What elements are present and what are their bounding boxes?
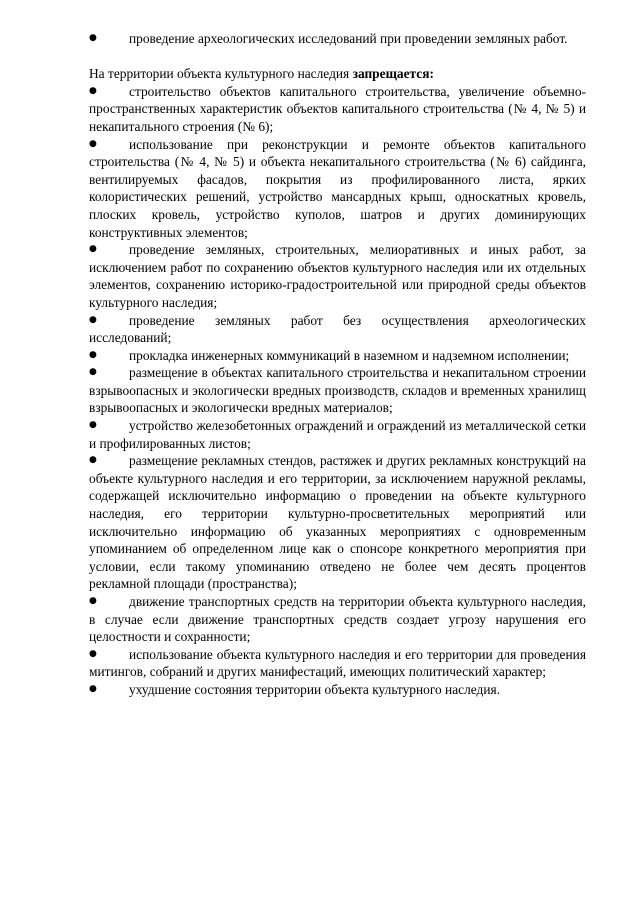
list-item [89, 364, 586, 417]
list-item-text: строительство объектов капитального строительства, увеличение объемно-пространственных характеристик объектов капитального строительства (№ 4, № 5) и некапитального строения (№ 6); [89, 83, 586, 134]
intro-bold: запрещается: [352, 66, 434, 82]
list-item [89, 646, 586, 681]
list-item [89, 241, 586, 311]
bullet-icon: ● [89, 596, 97, 606]
intro-paragraph [89, 65, 586, 83]
list-item-text: прокладка инженерных коммуникаций в наземном и надземном исполнении; [129, 347, 570, 363]
list-item-text: проведение археологических исследований при проведении земляных работ. [129, 31, 568, 46]
list-item [89, 452, 586, 593]
list-item [89, 593, 586, 646]
bullet-icon: ● [89, 455, 97, 466]
list-item [89, 312, 586, 347]
list-item-text: размещение в объектах капитального строительства и некапитальном строении взрывоопасных и экологически вредных производств, складов и временных хранилищ взрывоопасных и экологически вредных материалов; [89, 365, 586, 416]
list-item [89, 417, 586, 452]
list-item [89, 136, 586, 242]
list-item-text: ухудшение состояния территории объекта культурного наследия. [129, 681, 501, 697]
bullet-icon: ● [89, 33, 97, 43]
bullet-icon: ● [89, 683, 97, 694]
list-item-text: проведение земляных работ без осуществления археологических исследований; [89, 312, 586, 346]
list-item-text: устройство железобетонных ограждений и ограждений из металлической сетки и профилированных листов; [89, 418, 586, 451]
list-item [89, 83, 586, 136]
list-item-text: использование объекта культурного наследия и его территории для проведения митингов, собраний и других манифестаций, имеющих политический характер; [89, 646, 586, 680]
bullet-icon: ● [89, 420, 97, 431]
bullet-icon: ● [89, 244, 97, 255]
list-item-text: размещение рекламных стендов, растяжек и других рекламных конструкций на объекте культурного наследия и его территории, за исключением наружной рекламы, содержащей исключительно информацию о проведении на объекте культурного наследия, его территории культурно-просветительных мероприятий или исключительно информацию об указанных мероприятиях с одновременным упоминанием об определенном лице как о спонсоре конкретного мероприятия при условии, если такому упоминанию отведено не более чем десять процентов рекламной площади (пространства); [89, 453, 586, 592]
list-item [89, 681, 586, 699]
intro-text: На территории объекта культурного наследия [89, 66, 353, 82]
bullet-icon: ● [89, 314, 97, 325]
bullet-icon: ● [89, 138, 97, 149]
list-item-top [89, 30, 586, 48]
bullet-icon: ● [89, 367, 97, 378]
list-item [89, 347, 586, 365]
list-item-text: проведение земляных, строительных, мелиоративных и иных работ, за исключением работ по сохранению объектов культурного наследия или их отдельных элементов, сохранению историко-градостроительной или природной среды объектов культурного наследия; [89, 242, 586, 310]
list-item-text: использование при реконструкции и ремонте объектов капитального строительства (№ 4, № 5) и объекта некапитального строительства (№ 6) сайдинга, вентилируемых фасадов, покрытия из профилированного листа, ярких колористических решений, устройство мансардных крыш, односкатных кровель, плоских кровель, устройство куполов, шатров и других доминирующих конструктивных элементов; [89, 136, 586, 240]
list-item-text: движение транспортных средств на территории объекта культурного наследия, в случае если движение транспортных средств создает угрозу нарушения его целостности и сохранности; [89, 594, 586, 645]
prohibited-list [89, 83, 586, 699]
bullet-icon: ● [89, 349, 97, 360]
document-page [89, 30, 586, 699]
bullet-icon: ● [89, 85, 97, 96]
bullet-icon: ● [89, 648, 97, 659]
